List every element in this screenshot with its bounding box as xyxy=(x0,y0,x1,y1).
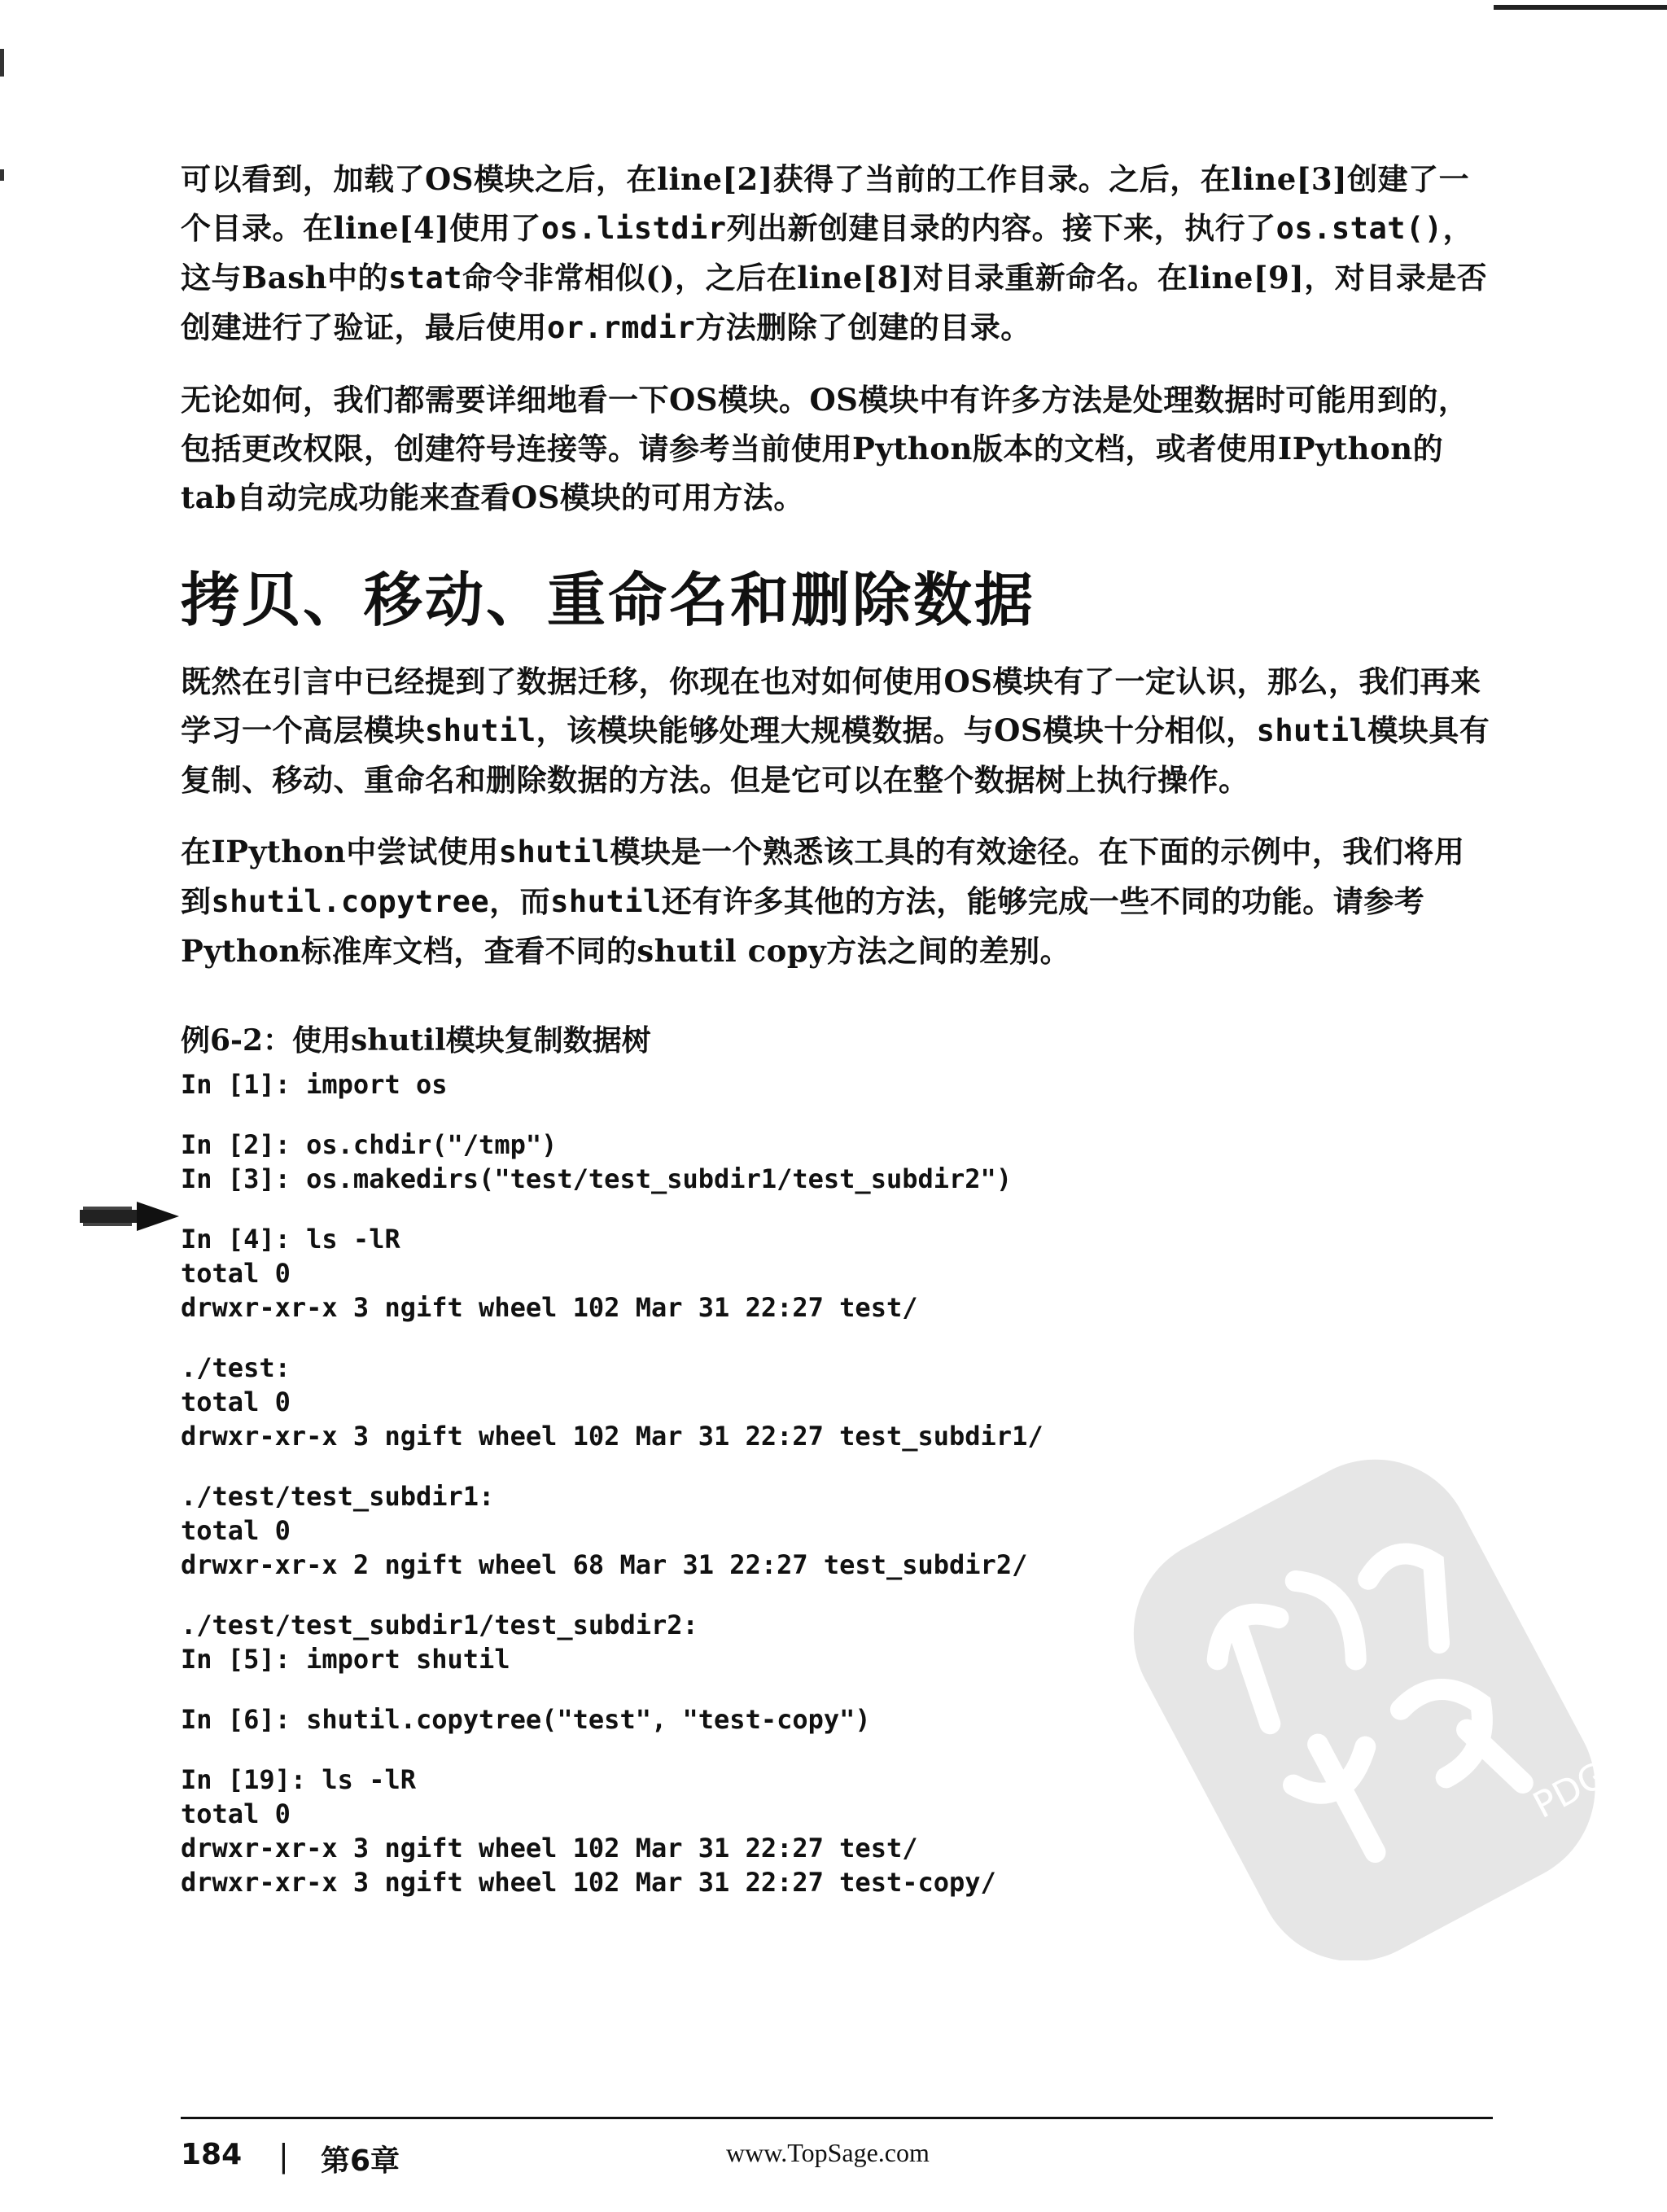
text-run: 模块是一个熟悉该工具的有效途径。在下面的示例中，我们将用到 xyxy=(181,834,1465,919)
code-group xyxy=(181,1222,1491,1325)
text-run: 无论如何，我们都需要详细地看一下OS模块。OS模块中有许多方法是处理数据时可能用到的，包括更改权限，创建符号连接等。请参考当前使用Python版本的文档，或者使用IPython的tab自动完成功能来查看OS模块的可用方法。 xyxy=(181,382,1469,515)
paragraph xyxy=(181,375,1491,522)
footer-separator: | xyxy=(278,2138,289,2174)
page-number: 184 xyxy=(181,2138,243,2171)
code-line: In [4]: ls -lR xyxy=(181,1224,400,1255)
text-run: 方法删除了创建的目录。 xyxy=(695,309,1031,345)
code-line: In [2]: os.chdir("/tmp") xyxy=(181,1129,558,1160)
text-run: 可以看到，加载了OS模块之后，在line[2]获得了当前的工作目录。之后，在line[3]创建了一个目录。在line[4]使用了 xyxy=(181,161,1470,246)
inline-code: os.listdir xyxy=(540,211,727,246)
text-run: 在IPython中尝试使用 xyxy=(181,834,499,869)
text-run: ，而 xyxy=(489,883,551,919)
code-line: total 0 xyxy=(181,1798,291,1829)
inline-code: shutil xyxy=(425,713,536,748)
paragraph xyxy=(181,657,1491,804)
page-footer xyxy=(181,2138,1493,2187)
code-line: drwxr-xr-x 3 ngift wheel 102 Mar 31 22:27 test_subdir1/ xyxy=(181,1421,1044,1452)
code-line: total 0 xyxy=(181,1515,291,1546)
text-run: 还有许多其他的方法，能够完成一些不同的功能。请参考Python标准库文档，查看不同的shutil copy方法之间的差别。 xyxy=(181,883,1425,969)
inline-code: or.rmdir xyxy=(547,310,696,345)
inline-code: stat xyxy=(387,261,463,296)
code-line: ./test: xyxy=(181,1352,291,1383)
text-run: ，这与Bash中的 xyxy=(181,210,1474,296)
code-line: drwxr-xr-x 3 ngift wheel 102 Mar 31 22:27 test/ xyxy=(181,1833,918,1864)
arrow-pointer-icon xyxy=(80,1202,179,1231)
inline-code: shutil xyxy=(550,884,662,919)
code-line: drwxr-xr-x 2 ngift wheel 68 Mar 31 22:27 test_subdir2/ xyxy=(181,1549,1028,1580)
code-line: In [6]: shutil.copytree("test", "test-copy") xyxy=(181,1704,871,1735)
text-run: ，该模块能够处理大规模数据。与OS模块十分相似， xyxy=(536,712,1257,748)
inline-code: shutil.copytree xyxy=(211,884,490,919)
margin-mark xyxy=(0,49,4,77)
site-url: www.TopSage.com xyxy=(726,2138,930,2167)
code-group xyxy=(181,1128,1491,1196)
code-line: drwxr-xr-x 3 ngift wheel 102 Mar 31 22:27 test/ xyxy=(181,1292,918,1323)
footer-rule xyxy=(181,2117,1493,2119)
code-line: In [1]: import os xyxy=(181,1069,448,1100)
inline-code: shutil xyxy=(498,834,610,869)
text-run: 既然在引言中已经提到了数据迁移，你现在也对如何使用OS模块有了一定认识，那么，我们再来学习一个高层模块 xyxy=(181,664,1481,748)
code-line: total 0 xyxy=(181,1386,291,1417)
code-line: In [3]: os.makedirs("test/test_subdir1/test_subdir2") xyxy=(181,1163,1013,1194)
paragraph xyxy=(181,155,1491,353)
code-line: In [5]: import shutil xyxy=(181,1644,510,1675)
inline-code: shutil xyxy=(1256,713,1368,748)
code-group xyxy=(181,1067,1491,1102)
code-line: total 0 xyxy=(181,1258,291,1289)
watermark-label: PDG xyxy=(1526,1754,1614,1827)
top-edge-rule xyxy=(1494,5,1667,10)
code-line: ./test/test_subdir1/test_subdir2: xyxy=(181,1610,698,1640)
code-line: drwxr-xr-x 3 ngift wheel 102 Mar 31 22:27 test-copy/ xyxy=(181,1867,996,1898)
inline-code: os.stat() xyxy=(1275,211,1443,246)
section-paragraphs xyxy=(181,657,1491,975)
example-caption: 例6-2：使用shutil模块复制数据树 xyxy=(181,1023,651,1058)
margin-mark xyxy=(0,169,4,181)
code-line: In [19]: ls -lR xyxy=(181,1764,416,1795)
intro-paragraphs xyxy=(181,155,1491,522)
text-run: 模块具有复制、移动、重命名和删除数据的方法。但是它可以在整个数据树上执行操作。 xyxy=(181,712,1490,798)
paragraph xyxy=(181,827,1491,975)
code-line: ./test/test_subdir1: xyxy=(181,1481,495,1512)
section-heading: 拷贝、移动、重命名和删除数据 xyxy=(181,566,1036,634)
text-run: 命令非常相似()，之后在line[8]对目录重新命名。在line[9]，对目录是否创建进行了验证，最后使用 xyxy=(181,260,1488,345)
watermark-seal xyxy=(1114,1423,1651,1960)
text-run: 列出新创建目录的内容。接下来，执行了 xyxy=(726,210,1276,246)
chapter-label: 第6章 xyxy=(321,2144,400,2178)
